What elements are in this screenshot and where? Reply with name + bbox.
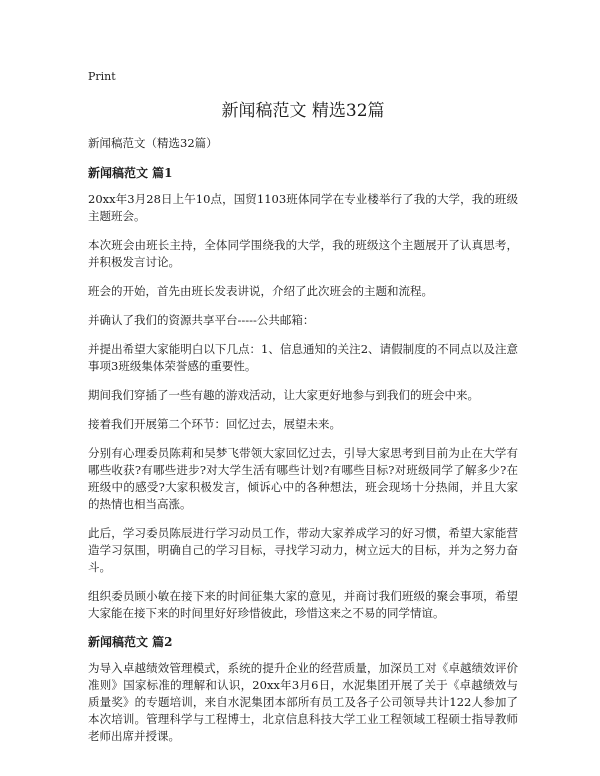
paragraph: 班会的开始，首先由班长发表讲说，介绍了此次班会的主题和流程。 <box>88 284 433 298</box>
paragraph: 组织委员顾小敏在接下来的时间征集大家的意见，并商讨我们班级的聚会事项，希望大家能在接下来的时间里好好珍惜彼此，珍惜这来之不易的同学情谊。 <box>88 589 518 620</box>
paragraph: 并确认了我们的资源共享平台-----公共邮箱： <box>88 313 315 327</box>
page-title: 新闻稿范文 精选32篇 <box>221 101 385 121</box>
section-2 <box>88 634 518 745</box>
paragraph: 本次班会由班长主持，全体同学围绕我的大学，我的班级这个主题展开了认真思考，并积极发言讨论。 <box>88 238 518 269</box>
paragraph: 并提出希望大家能明白以下几点：1、信息通知的关注2、请假制度的不同点以及注意事项3班级集体荣誉感的重要性。 <box>88 342 518 373</box>
section-heading: 新闻稿范文 篇1 <box>88 166 173 180</box>
paragraph: 期间我们穿插了一些有趣的游戏活动，让大家更好地参与到我们的班会中来。 <box>88 388 479 402</box>
section-1 <box>88 165 518 622</box>
document-subtitle: 新闻稿范文（精选32篇） <box>88 136 218 150</box>
print-link[interactable]: Print <box>88 70 116 83</box>
paragraph: 分别有心理委员陈莉和吴梦飞带领大家回忆过去，引导大家思考到目前为止在大学有哪些收获?有哪些进步?对大学生活有哪些计划?有哪些目标?对班级同学了解多少?在班级中的感受?大家积极发言，倾诉心中的各种想法，班会现场十分热闹，并且大家的热情也相当高涨。 <box>88 446 518 511</box>
document-page <box>88 70 518 757</box>
paragraph: 此后，学习委员陈辰进行学习动员工作，带动大家养成学习的好习惯，希望大家能营造学习氛围，明确自己的学习目标，寻找学习动力，树立远大的目标，并为之努力奋斗。 <box>88 526 518 574</box>
paragraph: 为导入卓越绩效管理模式，系统的提升企业的经营质量，加深员工对《卓越绩效评价准则》国家标准的理解和认识，20xx年3月6日，水泥集团开展了关于《卓越绩效与质量奖》的专题培训，来自水泥集团本部所有员工及各子公司领导共计122人参加了本次培训。管理科学与工程博士，北京信息科技大学工业工程领域工程硕士指导教师 老师出席并授课。 <box>88 661 518 743</box>
section-heading: 新闻稿范文 篇2 <box>88 635 173 649</box>
paragraph: 20xx年3月28日上午10点，国贸1103班体同学在专业楼举行了我的大学，我的班级主题班会。 <box>88 192 518 223</box>
paragraph: 接着我们开展第二个环节：回忆过去，展望未来。 <box>88 417 341 431</box>
